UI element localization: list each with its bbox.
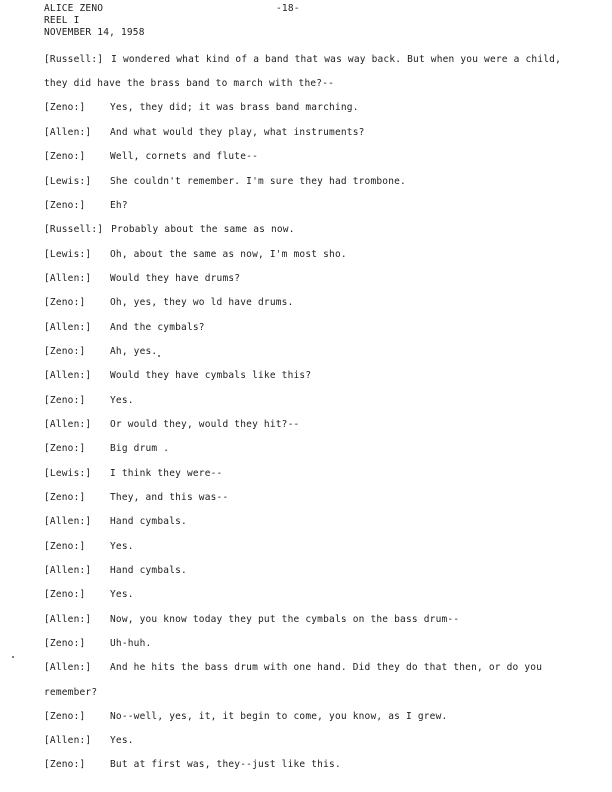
scan-speck xyxy=(12,656,14,658)
transcript-line xyxy=(44,687,97,698)
line-text: Would they have cymbals like this? xyxy=(110,370,312,381)
speaker-label: [Zeno:] xyxy=(44,346,86,357)
speaker-label: [Zeno:] xyxy=(44,589,86,600)
transcript-line xyxy=(44,224,295,235)
line-text: Well, cornets and flute-- xyxy=(110,151,258,162)
speaker-label: [Allen:] xyxy=(44,662,92,673)
line-text: I wondered what kind of a band that was way back. But when you were a child, xyxy=(111,54,562,65)
speaker-label: [Lewis:] xyxy=(44,176,92,187)
header-name: ALICE ZENO xyxy=(44,3,104,14)
speaker-label: [Zeno:] xyxy=(44,200,86,211)
header-reel: REEL I xyxy=(44,15,80,26)
line-text: remember? xyxy=(44,687,98,698)
transcript-line xyxy=(44,78,334,89)
line-text: they did have the brass band to march with the?-- xyxy=(44,78,335,89)
speaker-label: [Zeno:] xyxy=(44,151,86,162)
line-text: Hand cymbals. xyxy=(110,565,187,576)
speaker-label: [Russell:] xyxy=(44,54,104,65)
line-text: Probably about the same as now. xyxy=(111,224,295,235)
speaker-label: [Allen:] xyxy=(44,419,92,430)
line-text: She couldn't remember. I'm sure they had trombone. xyxy=(110,176,406,187)
speaker-label: [Allen:] xyxy=(44,614,92,625)
line-text: But at first was, they--just like this. xyxy=(110,759,341,770)
line-text: Hand cymbals. xyxy=(110,516,187,527)
page-number: -18- xyxy=(276,3,300,14)
speaker-label: [Lewis:] xyxy=(44,249,92,260)
speaker-label: [Zeno:] xyxy=(44,541,86,552)
speaker-label: [Zeno:] xyxy=(44,492,86,503)
speaker-label: [Lewis:] xyxy=(44,468,92,479)
speaker-label: [Allen:] xyxy=(44,370,92,381)
line-text: Or would they, would they hit?-- xyxy=(110,419,300,430)
line-text: Now, you know today they put the cymbals on the bass drum-- xyxy=(110,614,460,625)
speaker-label: [Allen:] xyxy=(44,273,92,284)
line-text: No--well, yes, it, it begin to come, you know, as I grew. xyxy=(110,711,448,722)
speaker-label: [Russell:] xyxy=(44,224,104,235)
line-text: Big drum . xyxy=(110,443,170,454)
line-text: I think they were-- xyxy=(110,468,223,479)
speaker-label: [Allen:] xyxy=(44,565,92,576)
line-text: Yes, they did; it was brass band marching. xyxy=(110,102,359,113)
speaker-label: [Allen:] xyxy=(44,516,92,527)
line-text: Would they have drums? xyxy=(110,273,241,284)
scan-speck xyxy=(158,355,160,357)
speaker-label: [Zeno:] xyxy=(44,443,86,454)
line-text: And he hits the bass drum with one hand. Did they do that then, or do you xyxy=(110,662,543,673)
line-text: Yes. xyxy=(110,735,134,746)
line-text: Oh, about the same as now, I'm most sho. xyxy=(110,249,347,260)
speaker-label: [Allen:] xyxy=(44,127,92,138)
line-text: Yes. xyxy=(110,541,134,552)
line-text: Ah, yes. xyxy=(110,346,158,357)
line-text: Oh, yes, they wo ld have drums. xyxy=(110,297,294,308)
speaker-label: [Zeno:] xyxy=(44,395,86,406)
speaker-label: [Allen:] xyxy=(44,322,92,333)
speaker-label: [Zeno:] xyxy=(44,297,86,308)
line-text: Eh? xyxy=(110,200,128,211)
line-text: They, and this was-- xyxy=(110,492,229,503)
line-text: And what would they play, what instruments? xyxy=(110,127,365,138)
speaker-label: [Allen:] xyxy=(44,735,92,746)
line-text: Uh-huh. xyxy=(110,638,152,649)
speaker-label: [Zeno:] xyxy=(44,711,86,722)
line-text: And the cymbals? xyxy=(110,322,205,333)
speaker-label: [Zeno:] xyxy=(44,638,86,649)
speaker-label: [Zeno:] xyxy=(44,759,86,770)
transcript-line xyxy=(44,54,561,65)
line-text: Yes. xyxy=(110,395,134,406)
speaker-label: [Zeno:] xyxy=(44,102,86,113)
header-date: NOVEMBER 14, 1958 xyxy=(44,27,145,38)
line-text: Yes. xyxy=(110,589,134,600)
